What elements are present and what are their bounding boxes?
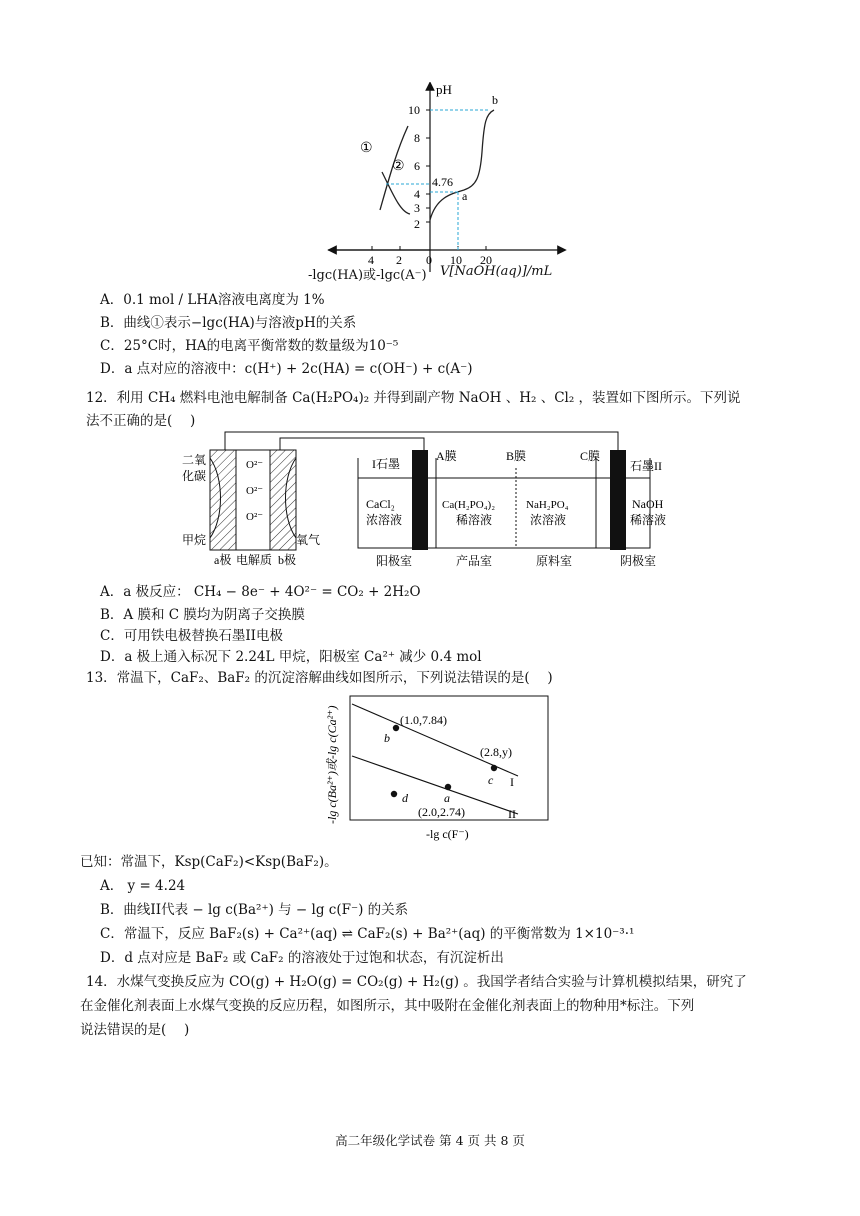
q11-graph [300, 82, 570, 282]
q11-ytick-8: 8 [414, 131, 420, 145]
q12-sol1-line2: 浓溶液 [366, 513, 403, 527]
q11-ytick-3: 3 [414, 201, 420, 215]
q13-graph-p-c-coord: (2.8,y) [480, 745, 512, 759]
q11-point-a: a [462, 189, 468, 203]
q13-graph-d: d [402, 791, 408, 805]
q12-option-b: B．A 膜和 C 膜均为阴离子交换膜 [100, 607, 305, 623]
q12-co2-2: 化碳 [182, 469, 207, 483]
q11-y-ticks [408, 103, 430, 231]
q12-b-pole: b极 [278, 553, 297, 567]
q11-curve-2 [382, 172, 410, 214]
q13-graph-p-a-coord: (2.0,2.74) [418, 805, 465, 819]
q14-line3: 说法错误的是( ) [80, 1022, 190, 1038]
q12-a-pole: a极 [214, 553, 232, 567]
q13-graph-line2: II [508, 807, 516, 821]
q12-sol1-line1: CaCl₂ [366, 497, 395, 511]
q11-ytick-6: 6 [414, 159, 420, 173]
q12-membrane-b: B膜 [506, 449, 527, 463]
q12-option-c: C．可用铁电极替换石墨II电极 [100, 628, 283, 644]
q12-sol4-line2: 稀溶液 [630, 513, 667, 527]
q13-point-b [393, 725, 399, 731]
q13-point-c [491, 765, 497, 771]
q12-o2-3: O²⁻ [246, 511, 264, 523]
q12-methane: 甲烷 [182, 533, 207, 547]
q12-sol3-line1: NaH₂PO₄ [526, 499, 569, 511]
q11-curve2-label: ② [392, 159, 405, 174]
q13-graph-b: b [384, 731, 390, 745]
q11-option-b: B．曲线①表示−lgc(HA)与溶液pH的关系 [100, 315, 357, 331]
q11-option-c: C．25°C时，HA的电离平衡常数的数量级为10⁻⁵ [100, 338, 399, 354]
q12-room-cathode: 阴极室 [620, 554, 657, 568]
q12-stem-line2: 法不正确的是( ) [86, 413, 196, 429]
q12-oxygen: 氧气 [296, 533, 321, 547]
q12-membrane-a: A膜 [436, 449, 457, 463]
q13-option-c: C．常温下，反应 BaF₂(s) + Ca²⁺(aq) ⇌ CaF₂(s) + Ba²⁺(aq) 的平衡常数为 1×10⁻³·¹ [100, 926, 635, 942]
q11-curve1-label: ① [360, 141, 373, 156]
q14-line1: 14．水煤气变换反应为 CO(g) + H₂O(g) = CO₂(g) + H₂(g) 。我国学者结合实验与计算机模拟结果，研究了 [86, 974, 747, 990]
q12-room-raw: 原料室 [536, 554, 573, 568]
q13-point-d [391, 791, 397, 797]
q13-graph-a: a [444, 791, 450, 805]
q13-graph-c: c [488, 773, 494, 787]
q12-stem-line1: 12．利用 CH₄ 燃料电池电解制备 Ca(H₂PO₄)₂ 并得到副产物 NaOH 、H₂ 、Cl₂ ，装置如下图所示。下列说 [86, 390, 741, 406]
q11-xtick-2: 2 [396, 253, 402, 267]
q11-x-left-label: -lgc(HA)或-lgc(A⁻) [308, 268, 427, 283]
q13-option-a: A． y = 4.24 [100, 878, 186, 894]
q13-graph [322, 690, 552, 846]
q11-ytick-2: 2 [414, 217, 420, 231]
q11-xtick-4: 4 [368, 253, 374, 267]
q13-stem: 13．常温下，CaF₂、BaF₂ 的沉淀溶解曲线如图所示，下列说法错误的是( ) [86, 670, 553, 686]
q12-option-a: A．a 极反应： CH₄ − 8e⁻ + 4O²⁻ = CO₂ + 2H₂O [100, 584, 421, 600]
q13-x-label: -lg c(F⁻) [426, 827, 469, 841]
q13-graph-line1: I [510, 775, 514, 789]
q11-option-d: D．a 点对应的溶液中：c(H⁺) + 2c(HA) = c(OH⁻) + c(A⁻) [100, 361, 473, 377]
q12-o2-1: O²⁻ [246, 459, 264, 471]
q12-apparatus [180, 428, 680, 573]
q13-graph-p-b-coord: (1.0,7.84) [400, 713, 447, 727]
q12-sol2-line2: 稀溶液 [456, 513, 493, 527]
q12-option-d: D．a 极上通入标况下 2.24L 甲烷，阳极室 Ca²⁺ 减少 0.4 mol [100, 649, 482, 665]
q11-xtick-10: 10 [450, 253, 462, 267]
q11-option-a: A．0.1 mol / LHA溶液电离度为 1% [100, 292, 325, 308]
q12-o2-2: O²⁻ [246, 485, 264, 497]
q12-electrolyte: 电解质 [236, 553, 273, 567]
q13-y-label: -lg c(Ba²⁺)或-lg c(Ca²⁺) [325, 705, 339, 824]
q11-xtick-20: 20 [480, 253, 492, 267]
q12-room-anode: 阳极室 [376, 554, 413, 568]
q12-co2-1: 二氧 [182, 453, 207, 467]
q12-membrane-c: C膜 [580, 449, 601, 463]
page-footer: 高二年级化学试卷 第 4 页 共 8 页 [335, 1133, 525, 1148]
q12-graphite1: I石墨 [372, 457, 400, 471]
q11-ytick-10: 10 [408, 103, 420, 117]
q11-value-476: 4.76 [432, 175, 453, 189]
q12-room-product: 产品室 [456, 554, 493, 568]
q12-sol3-line2: 浓溶液 [530, 513, 567, 527]
q11-ytick-4: 4 [414, 187, 420, 201]
q11-titration-curve [430, 110, 494, 220]
q13-option-b: B．曲线II代表 − lg c(Ba²⁺) 与 − lg c(F⁻) 的关系 [100, 902, 409, 918]
q13-point-a [445, 784, 451, 790]
q11-xtick-0: 0 [426, 253, 432, 267]
q12-graphite2: 石墨II [630, 459, 662, 473]
q13-known: 已知：常温下，Ksp(CaF₂)<Ksp(BaF₂)。 [80, 854, 338, 870]
q12-sol2-line1: Ca(H₂PO₄)₂ [442, 499, 496, 511]
q11-y-axis-title: pH [436, 82, 452, 97]
q14-line2: 在金催化剂表面上水煤气变换的反应历程，如图所示，其中吸附在金催化剂表面上的物种用*标注。下列 [80, 998, 695, 1014]
q11-point-b: b [492, 93, 498, 107]
q13-option-d: D．d 点对应是 BaF₂ 或 CaF₂ 的溶液处于过饱和状态，有沉淀析出 [100, 950, 504, 966]
q11-x-right-label: V[NaOH(aq)]/mL [440, 264, 553, 279]
q12-sol4-line1: NaOH [632, 497, 664, 511]
